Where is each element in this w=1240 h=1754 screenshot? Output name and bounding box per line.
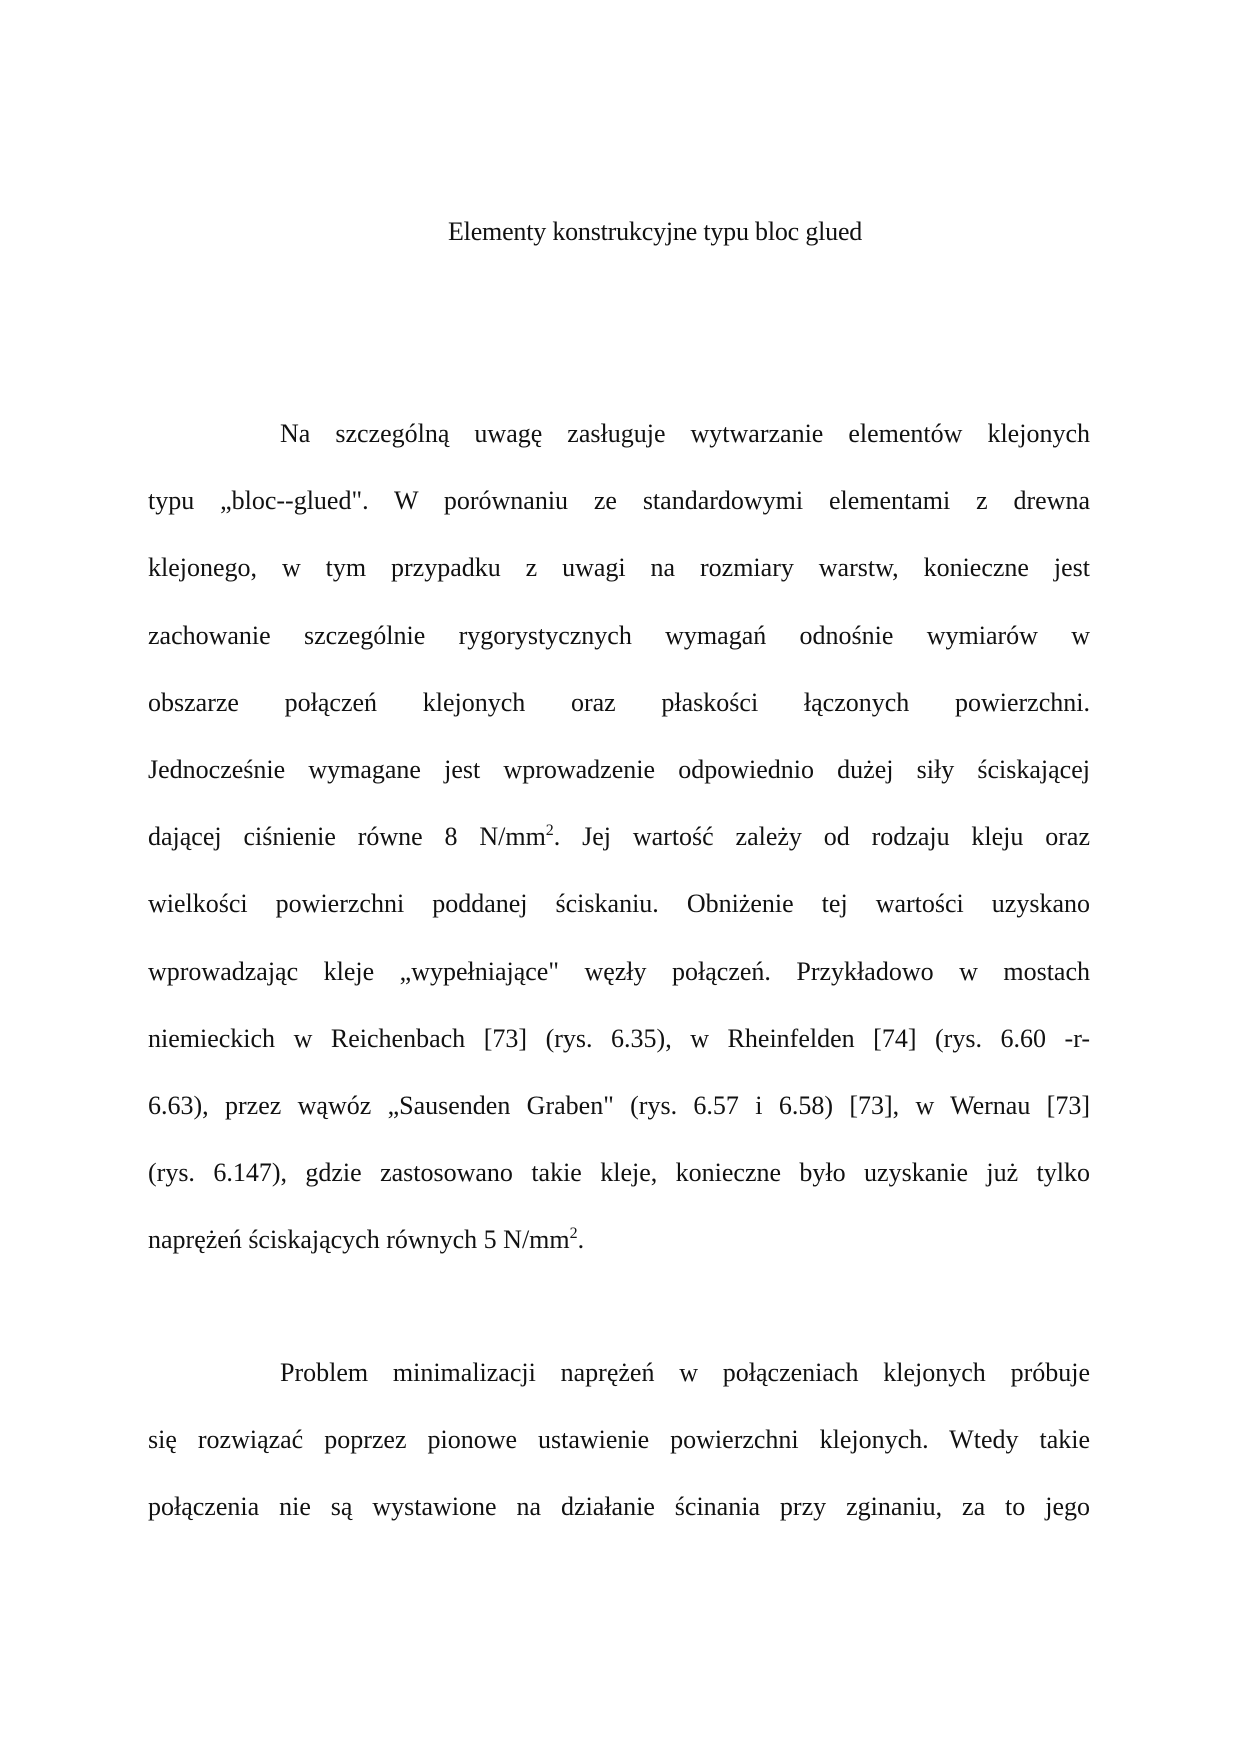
text-fragment: .	[577, 1225, 585, 1255]
page-title: Elementy konstrukcyjne typu bloc glued	[448, 217, 863, 246]
superscript: 2	[569, 1225, 578, 1243]
paragraph-2	[148, 1339, 1090, 1541]
text-line: połączenia nie są wystawione na działanie ścinania przy zginaniu, za to jego	[148, 1492, 1090, 1522]
text-fragment: dającej ciśnienie równe 8 N/mm	[148, 822, 546, 852]
text-line: Problem minimalizacji naprężeń w połączeniach klejonych próbuje	[280, 1358, 1090, 1387]
text-line: Jednocześnie wymagane jest wprowadzenie odpowiednio dużej siły ściskającej	[148, 755, 1090, 785]
text-line: zachowanie szczególnie rygorystycznych wymagań odnośnie wymiarów w	[148, 620, 1090, 650]
text-line: typu „bloc--glued". W porównaniu ze standardowymi elementami z drewna	[148, 486, 1090, 516]
text-line: się rozwiązać poprzez pionowe ustawienie powierzchni klejonych. Wtedy takie	[148, 1425, 1090, 1455]
text-line: klejonego, w tym przypadku z uwagi na rozmiary warstw, konieczne jest	[148, 553, 1090, 583]
superscript: 2	[545, 822, 554, 840]
text-line: 6.63), przez wąwóz „Sausenden Graben" (rys. 6.57 i 6.58) [73], w Wernau [73]	[148, 1091, 1090, 1121]
text-fragment: naprężeń ściskających równych 5 N/mm	[148, 1225, 570, 1255]
text-line: (rys. 6.147), gdzie zastosowano takie kleje, konieczne było uzyskanie już tylko	[148, 1158, 1090, 1188]
text-line: wielkości powierzchni poddanej ściskaniu. Obniżenie tej wartości uzyskano	[148, 889, 1090, 919]
text-line: niemieckich w Reichenbach [73] (rys. 6.35), w Rheinfelden [74] (rys. 6.60 -r-	[148, 1023, 1090, 1053]
text-line: obszarze połączeń klejonych oraz płaskości łączonych powierzchni.	[148, 687, 1090, 717]
text-line	[148, 1206, 1090, 1273]
text-line	[148, 803, 1090, 870]
paragraph-1	[148, 400, 1090, 1274]
text-fragment: . Jej wartość zależy od rodzaju kleju oraz	[553, 822, 1090, 852]
text-line: wprowadzając kleje „wypełniające" węzły połączeń. Przykładowo w mostach	[148, 956, 1090, 986]
text-line: Na szczególną uwagę zasługuje wytwarzanie elementów klejonych	[280, 419, 1090, 448]
